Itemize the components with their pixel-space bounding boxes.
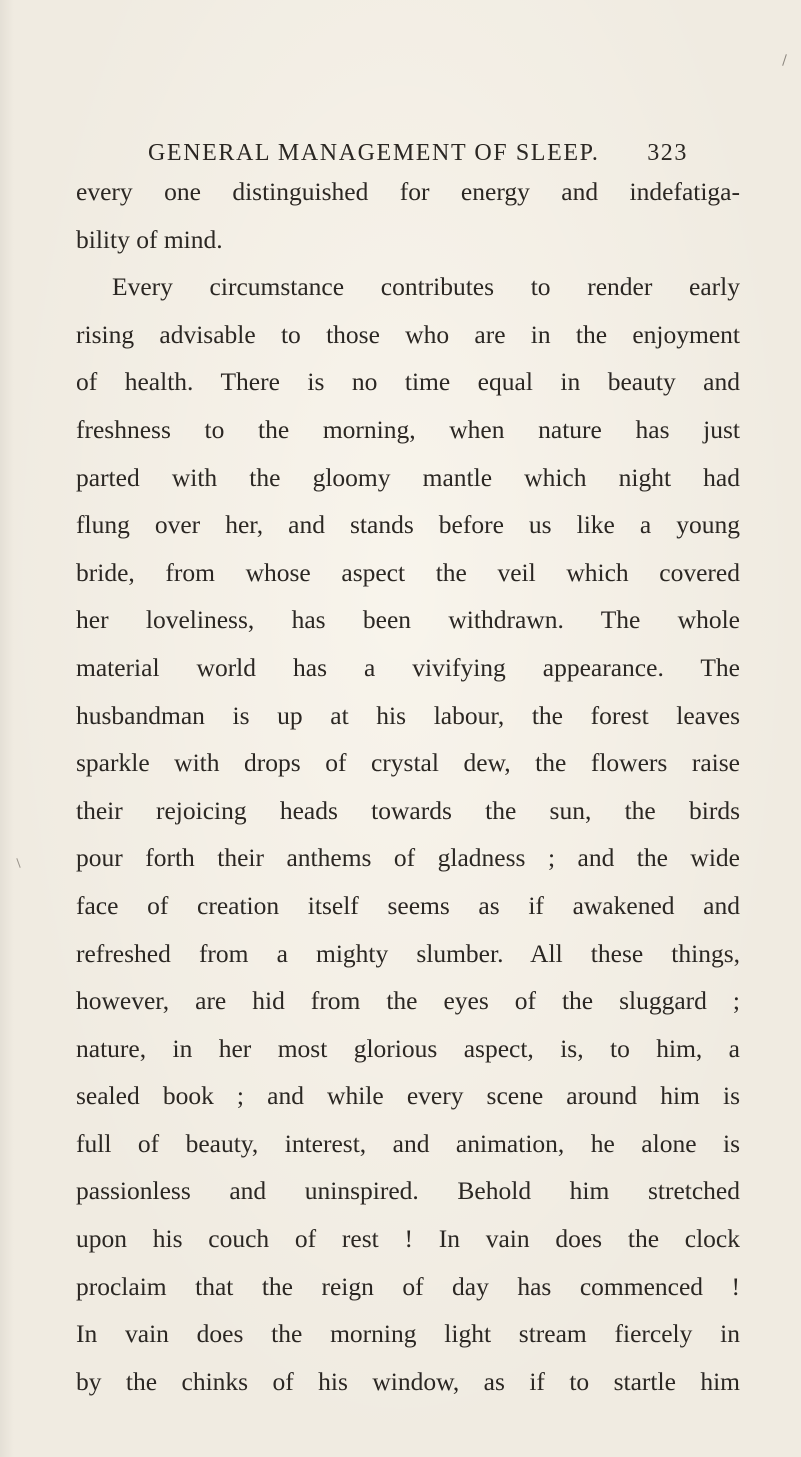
text-line: material world has a vivifying appearance. The bbox=[76, 652, 740, 682]
text-line: rising advisable to those who are in the enjoyment bbox=[76, 319, 740, 349]
text-line: face of creation itself seems as if awakened and bbox=[76, 890, 740, 920]
text-line: full of beauty, interest, and animation, he alone is bbox=[76, 1128, 740, 1158]
body-text bbox=[76, 168, 740, 1405]
page-number: 323 bbox=[647, 140, 688, 166]
text-line: flung over her, and stands before us like a young bbox=[76, 510, 740, 540]
text-line: proclaim that the reign of day has commenced ! bbox=[76, 1271, 740, 1301]
text-line: passionless and uninspired. Behold him stretched bbox=[76, 1176, 740, 1206]
text-line: however, are hid from the eyes of the sluggard ; bbox=[76, 986, 740, 1016]
text-line: sealed book ; and while every scene around him is bbox=[76, 1081, 740, 1111]
running-title: GENERAL MANAGEMENT OF SLEEP. bbox=[148, 140, 600, 166]
text-line: their rejoicing heads towards the sun, the birds bbox=[76, 795, 740, 825]
text-line: sparkle with drops of crystal dew, the flowers raise bbox=[76, 748, 740, 778]
text-line: her loveliness, has been withdrawn. The whole bbox=[76, 605, 740, 635]
text-line: upon his couch of rest ! In vain does the clock bbox=[76, 1224, 740, 1254]
text-line: In vain does the morning light stream fiercely in bbox=[76, 1319, 740, 1349]
page-edge-mark bbox=[16, 858, 20, 868]
text-line: freshness to the morning, when nature has just bbox=[76, 414, 740, 444]
text-line: every one distinguished for energy and indefatiga- bbox=[76, 177, 740, 206]
text-line: of health. There is no time equal in beauty and bbox=[76, 367, 740, 397]
text-line: bility of mind. bbox=[76, 224, 223, 254]
text-line: refreshed from a mighty slumber. All these things, bbox=[76, 938, 740, 968]
text-line: pour forth their anthems of gladness ; and the wide bbox=[76, 843, 740, 873]
text-line: bride, from whose aspect the veil which covered bbox=[76, 557, 740, 587]
paragraph-first-line: Every circumstance contributes to render early bbox=[112, 272, 740, 302]
text-line: husbandman is up at his labour, the forest leaves bbox=[76, 700, 740, 730]
text-line: nature, in her most glorious aspect, is, to him, a bbox=[76, 1033, 740, 1063]
page-edge-mark bbox=[782, 54, 787, 66]
text-line: by the chinks of his window, as if to startle him bbox=[76, 1366, 740, 1396]
text-line: parted with the gloomy mantle which night had bbox=[76, 462, 740, 492]
